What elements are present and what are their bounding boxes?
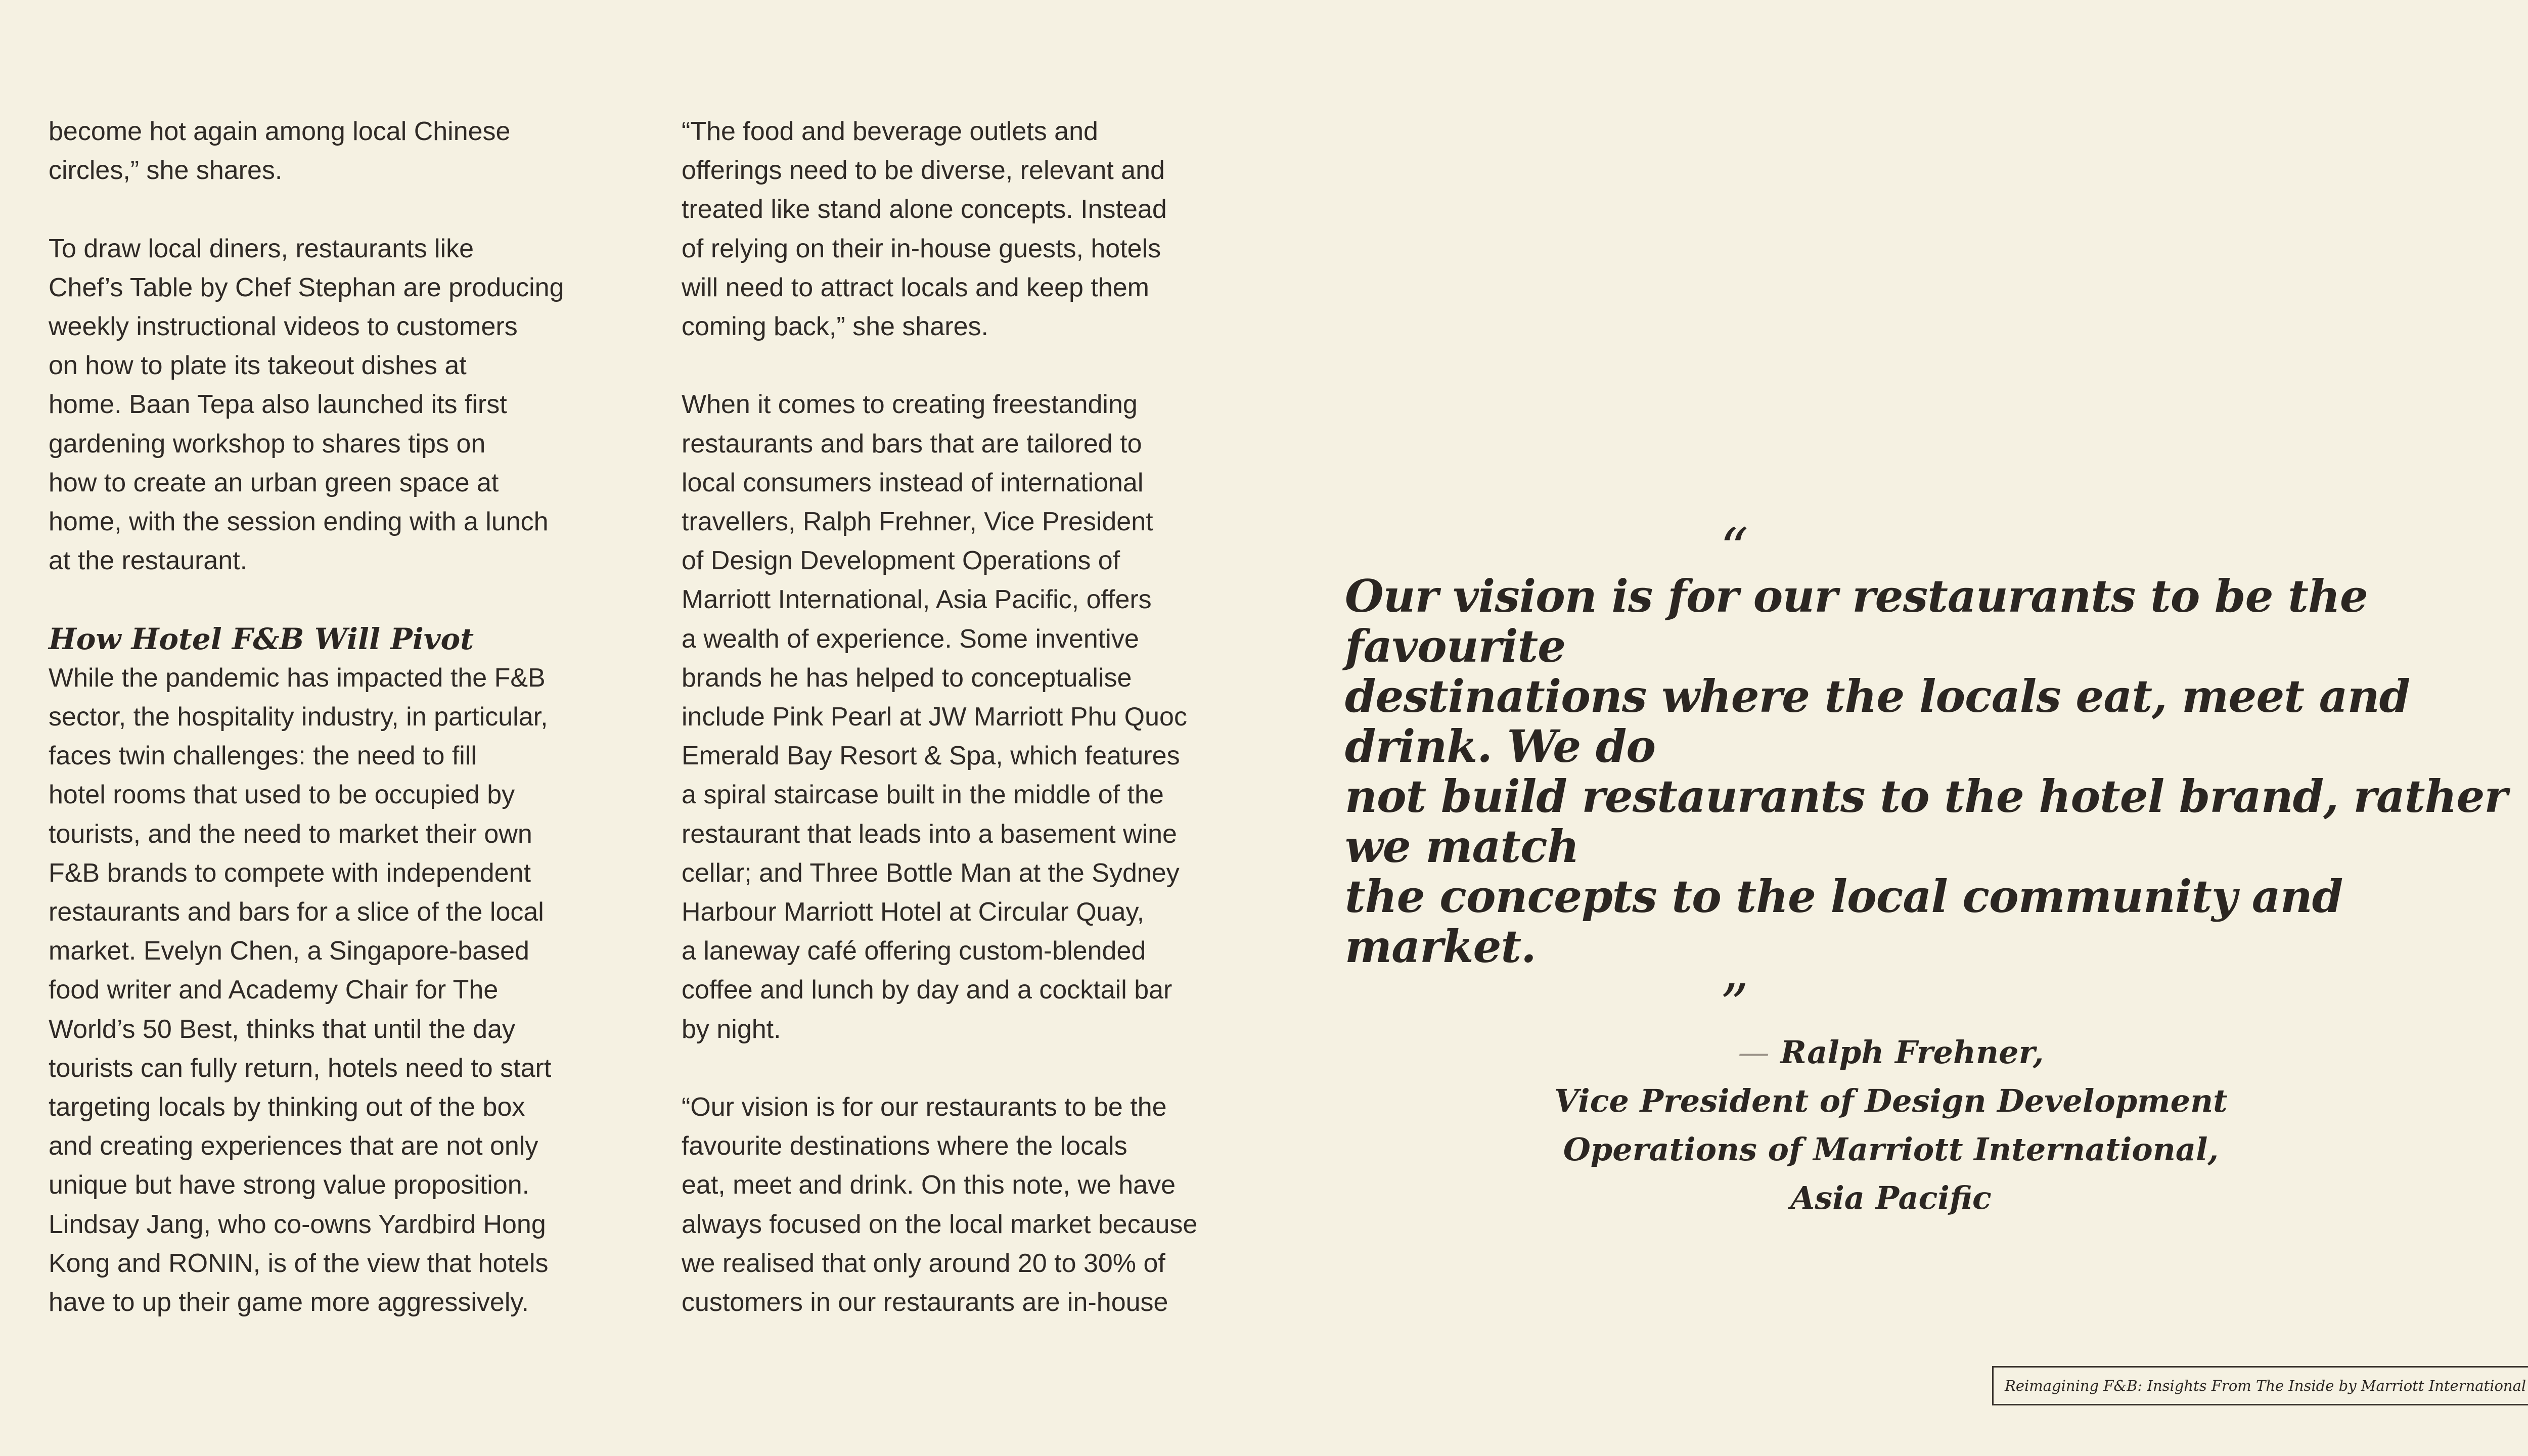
attribution-title-line: Operations of Marriott International, <box>1563 1131 2219 1168</box>
quote-attribution <box>1345 1028 2437 1222</box>
footer-publication-title: Reimagining F&B: Insights From The Inside by Marriott International <box>1994 1368 2528 1404</box>
close-quote-mark: ” <box>1720 972 1749 1037</box>
pull-quote-line: destinations where the locals eat, meet and drink. We do <box>1345 670 2410 772</box>
body-paragraph: “The food and beverage outlets and offerings need to be diverse, relevant and treated like stand alone concepts. Instead of relying on their in-house guests, hotels will need to attract locals and keep them coming back,” she shares. <box>682 117 1167 342</box>
page-footer <box>1992 1366 2528 1405</box>
attribution-title-line: Vice President of Design Development <box>1554 1082 2228 1119</box>
pull-quote <box>1345 516 2528 1222</box>
left-text-column <box>49 112 650 1322</box>
middle-text-column <box>682 112 1283 1322</box>
pull-quote-line: not build restaurants to the hotel brand, rather we match <box>1345 770 2507 873</box>
paragraph-spacer <box>682 346 1283 385</box>
paragraph-spacer <box>49 190 650 229</box>
pull-quote-line: Our vision is for our restaurants to be the favourite <box>1345 570 2368 672</box>
attribution-dash: — <box>1738 1034 1770 1071</box>
attribution-name-line <box>1345 1028 2437 1077</box>
body-paragraph: When it comes to creating freestanding restaurants and bars that are tailored to local consumers instead of international travellers, Ralph Frehner, Vice President of Design Development Operations of Marriott International, Asia Pacific, offers a wealth of experience. Some inventive brands he has helped to conceptualise include Pink Pearl at JW Marriott Phu Quoc Emerald Bay Resort & Spa, which features a spiral staircase built in the middle of the restaurant that leads into a basement wine cellar; and Three Bottle Man at the Sydney Harbour Marriott Hotel at Circular Quay, a laneway café offering custom-blended coffee and lunch by day and a cocktail bar by night. <box>682 390 1187 1044</box>
body-paragraph: become hot again among local Chinese circles,” she shares. <box>49 117 511 186</box>
paragraph-spacer <box>49 580 650 619</box>
paragraph-spacer <box>682 1049 1283 1088</box>
pull-quote-text <box>1345 571 2528 972</box>
open-quote-mark: “ <box>1720 516 1749 581</box>
body-paragraph: While the pandemic has impacted the F&B sector, the hospitality industry, in particular, faces twin challenges: the need to fill hotel rooms that used to be occupied by tourists, and the need to market their own F&B brands to compete with independent restaurants and bars for a slice of the local market. Evelyn Chen, a Singapore-based food writer and Academy Chair for The World’s 50 Best, thinks that until the day tourists can fully return, hotels need to start targeting locals by thinking out of the box and creating experiences that are not only unique but have strong value proposition. Lindsay Jang, who co-owns Yardbird Hong Kong and RONIN, is of the view that hotels have to up their game more aggressively. <box>49 663 552 1317</box>
body-paragraph: “Our vision is for our restaurants to be the favourite destinations where the locals eat, meet and drink. On this note, we have always focused on the local market because we realised that only around 20 to 30% of customers in our restaurants are in-house <box>682 1093 1198 1317</box>
attribution-title-line: Asia Pacific <box>1790 1179 1992 1216</box>
body-paragraph: To draw local diners, restaurants like Chef’s Table by Chef Stephan are producing weekly instructional videos to customers on how to plate its takeout dishes at home. Baan Tepa also launched its first gardening workshop to shares tips on how to create an urban green space at home, with the session ending with a lunch at the restaurant. <box>49 234 564 576</box>
section-subheading: How Hotel F&B Will Pivot <box>49 621 474 656</box>
pull-quote-line: the concepts to the local community and market. <box>1345 870 2343 973</box>
attribution-name: Ralph Frehner, <box>1780 1034 2044 1071</box>
